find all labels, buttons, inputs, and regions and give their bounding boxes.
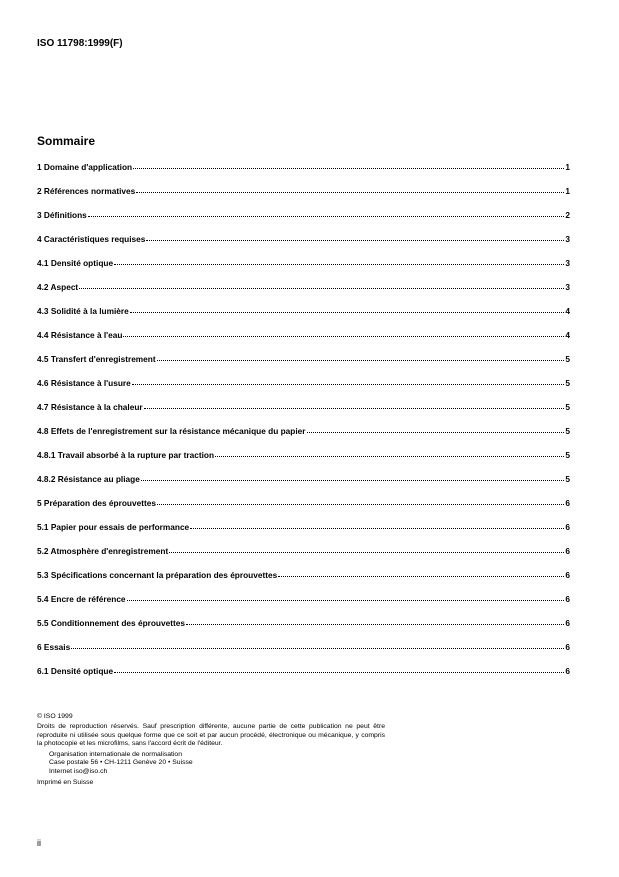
toc-entry-label: 4.3 Solidité à la lumière xyxy=(37,306,129,316)
toc-entry-label: 6.1 Densité optique xyxy=(37,666,114,676)
toc-leader xyxy=(146,240,564,241)
organisation-name: Organisation internationale de normalisation xyxy=(49,751,182,759)
toc-entry[interactable] xyxy=(37,330,570,354)
toc-entry-page: 5 xyxy=(565,378,570,388)
toc-entry[interactable] xyxy=(37,426,570,450)
toc-leader xyxy=(132,384,565,385)
copyright-line: © ISO 1999 xyxy=(37,713,73,720)
toc-entry[interactable] xyxy=(37,498,570,522)
internet-contact[interactable]: Internet iso@iso.ch xyxy=(49,767,108,775)
toc-entry[interactable] xyxy=(37,258,570,282)
copyright-text: Droits de reproduction réservés. Sauf prescription différente, aucune partie de cette publication ne peut être reproduite ni utilisée sous quelque forme que ce soit et par aucun procédé, électronique ou mécanique, y compris la photocopie et les microfilms, sans l'accord écrit de l'éditeur. xyxy=(37,723,385,747)
toc-entry-label: 4.2 Aspect xyxy=(37,282,79,292)
toc-entry-page: 1 xyxy=(565,162,570,172)
toc-entry-label: 5.1 Papier pour essais de performance xyxy=(37,522,190,532)
toc-leader xyxy=(127,600,565,601)
toc-entry-label: 5 Préparation des éprouvettes xyxy=(37,498,156,508)
toc-entry-label: 4.1 Densité optique xyxy=(37,258,114,268)
toc-entry-label: 5.3 Spécifications concernant la préparation des éprouvettes xyxy=(37,570,278,580)
toc-leader xyxy=(215,456,564,457)
toc-entry[interactable] xyxy=(37,402,570,426)
toc-entry-label: 2 Références normatives xyxy=(37,186,136,196)
toc-entry-page: 6 xyxy=(565,618,570,628)
postal-address: Case postale 56 • CH-1211 Genève 20 • Suisse xyxy=(49,759,193,767)
toc-entry-label: 5.2 Atmosphère d'enregistrement xyxy=(37,546,169,556)
toc-entry-page: 6 xyxy=(565,594,570,604)
toc-leader xyxy=(133,168,564,169)
toc-entry-page: 1 xyxy=(565,186,570,196)
toc-entry-page: 5 xyxy=(565,426,570,436)
toc-entry-label: 4.8 Effets de l'enregistrement sur la résistance mécanique du papier xyxy=(37,426,306,436)
toc-leader xyxy=(186,624,564,625)
toc-entry[interactable] xyxy=(37,570,570,594)
toc-entry-page: 5 xyxy=(565,402,570,412)
toc-entry-page: 3 xyxy=(565,258,570,268)
toc-entry-label: 4.6 Résistance à l'usure xyxy=(37,378,131,388)
toc-entry-label: 4 Caractéristiques requises xyxy=(37,234,146,244)
page-number: ii xyxy=(37,838,41,848)
toc-entry-label: 1 Domaine d'application xyxy=(37,162,133,172)
toc-entry[interactable] xyxy=(37,666,570,690)
document-header: ISO 11798:1999(F) xyxy=(37,38,123,49)
toc-entry-page: 4 xyxy=(565,306,570,316)
toc-entry[interactable] xyxy=(37,378,570,402)
toc-entry[interactable] xyxy=(37,642,570,666)
toc-entry[interactable] xyxy=(37,522,570,546)
toc-entry-page: 5 xyxy=(565,354,570,364)
toc-leader xyxy=(123,336,564,337)
toc-entry-page: 6 xyxy=(565,666,570,676)
toc-leader xyxy=(71,648,564,649)
toc-entry-label: 4.8.2 Résistance au pliage xyxy=(37,474,140,484)
toc-entry[interactable] xyxy=(37,546,570,570)
toc-entry[interactable] xyxy=(37,234,570,258)
toc-entry-page: 6 xyxy=(565,546,570,556)
toc-entry-page: 5 xyxy=(565,474,570,484)
toc-leader xyxy=(88,216,565,217)
toc-entry[interactable] xyxy=(37,618,570,642)
toc-leader xyxy=(144,408,565,409)
toc-leader xyxy=(130,312,565,313)
toc-entry-page: 6 xyxy=(565,642,570,652)
toc-leader xyxy=(141,480,565,481)
toc-leader xyxy=(278,576,564,577)
toc-entry[interactable] xyxy=(37,474,570,498)
printed-in: Imprimé en Suisse xyxy=(37,779,94,787)
toc-entry-label: 5.4 Encre de référence xyxy=(37,594,126,604)
toc-entry-label: 4.5 Transfert d'enregistrement xyxy=(37,354,156,364)
toc-entry[interactable] xyxy=(37,210,570,234)
toc-entry-label: 6 Essais xyxy=(37,642,71,652)
toc-leader xyxy=(190,528,564,529)
copyright-block xyxy=(37,713,385,787)
toc-leader xyxy=(157,504,564,505)
toc-entry[interactable] xyxy=(37,354,570,378)
table-of-contents xyxy=(37,162,570,690)
toc-leader xyxy=(136,192,564,193)
toc-entry-page: 4 xyxy=(565,330,570,340)
toc-entry-page: 3 xyxy=(565,282,570,292)
toc-leader xyxy=(114,672,564,673)
toc-entry-page: 3 xyxy=(565,234,570,244)
toc-entry-page: 6 xyxy=(565,570,570,580)
page-title: Sommaire xyxy=(37,134,96,148)
toc-entry-label: 4.7 Résistance à la chaleur xyxy=(37,402,143,412)
toc-entry-label: 4.8.1 Travail absorbé à la rupture par traction xyxy=(37,450,215,460)
toc-entry-label: 4.4 Résistance à l'eau xyxy=(37,330,123,340)
toc-leader xyxy=(79,288,564,289)
toc-entry-page: 5 xyxy=(565,450,570,460)
toc-entry-label: 5.5 Conditionnement des éprouvettes xyxy=(37,618,185,628)
toc-entry-label: 3 Définitions xyxy=(37,210,87,220)
toc-leader xyxy=(307,432,565,433)
toc-entry[interactable] xyxy=(37,162,570,186)
toc-entry-page: 2 xyxy=(565,210,570,220)
toc-entry-page: 6 xyxy=(565,498,570,508)
toc-entry[interactable] xyxy=(37,594,570,618)
toc-entry[interactable] xyxy=(37,306,570,330)
toc-leader xyxy=(169,552,564,553)
toc-entry[interactable] xyxy=(37,450,570,474)
toc-entry[interactable] xyxy=(37,186,570,210)
toc-leader xyxy=(157,360,565,361)
toc-entry[interactable] xyxy=(37,282,570,306)
toc-entry-page: 6 xyxy=(565,522,570,532)
toc-leader xyxy=(114,264,564,265)
